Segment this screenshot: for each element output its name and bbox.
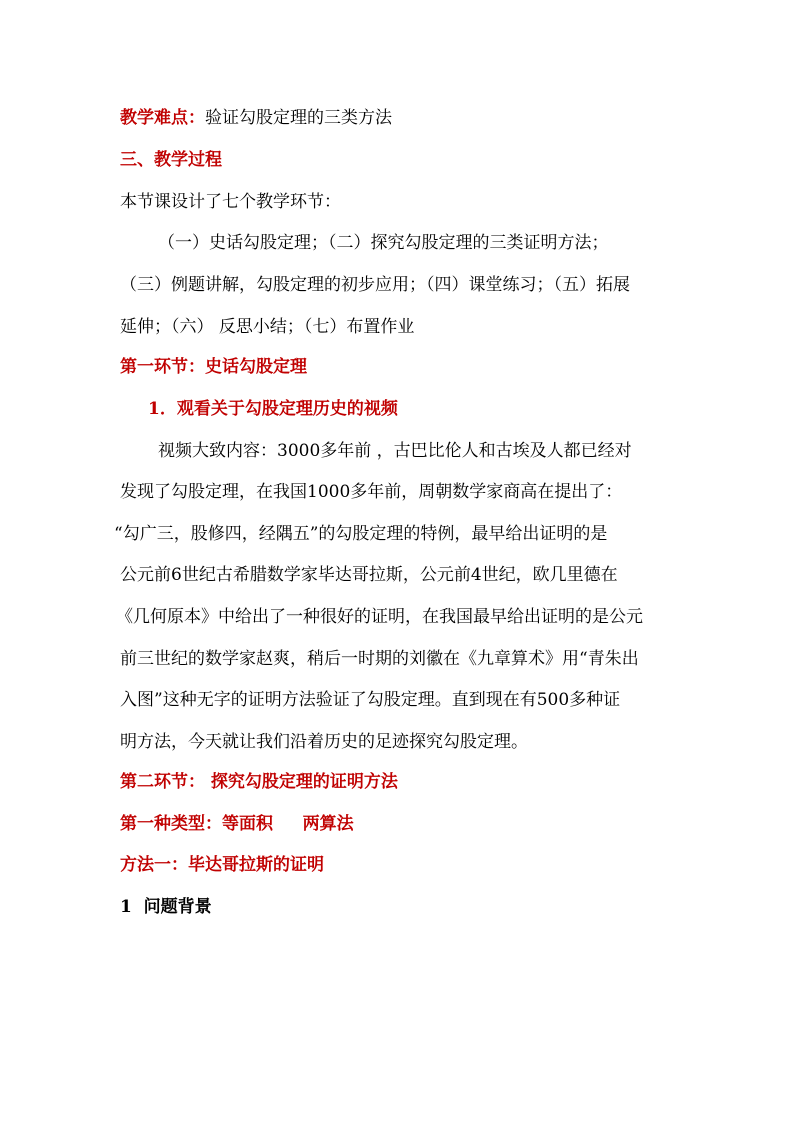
stage2-heading: 第二环节： 探究勾股定理的证明方法 — [120, 772, 398, 792]
type1-heading: 第一种类型：等面积 两算法 — [120, 814, 354, 834]
video-paragraph-line-5: 《几何原本》中给出了一种很好的证明，在我国最早给出证明的是公元 — [116, 607, 643, 627]
video-paragraph-line-7: 入图”这种无字的证明方法验证了勾股定理。直到现在有500多种证 — [120, 690, 621, 710]
video-paragraph-line-2: 发现了勾股定理，在我国1000多年前，周朝数学家商高在提出了： — [120, 482, 623, 502]
video-paragraph-line-1: 视频大致内容：3000多年前 ，古巴比伦人和古埃及人都已经对 — [158, 441, 632, 461]
video-paragraph-line-4: 公元前6世纪古希腊数学家毕达哥拉斯，公元前4世纪，欧几里德在 — [120, 565, 618, 585]
method1-heading: 方法一：毕达哥拉斯的证明 — [120, 855, 324, 875]
difficulty-label: 教学难点： — [120, 108, 205, 128]
section3-heading: 三、教学过程 — [120, 150, 222, 170]
video-paragraph-line-3: “勾广三，股修四，经隅五”的勾股定理的特例，最早给出证明的是 — [114, 524, 608, 544]
stage1-heading: 第一环节：史话勾股定理 — [120, 357, 307, 377]
difficulty-line — [120, 107, 392, 129]
stage1-subheading: 1．观看关于勾股定理历史的视频 — [148, 399, 398, 419]
difficulty-text: 验证勾股定理的三类方法 — [205, 108, 392, 128]
problem-background-heading: 1 问题背景 — [120, 897, 212, 917]
video-paragraph-line-8: 明方法，今天就让我们沿着历史的足迹探究勾股定理。 — [120, 732, 528, 752]
links-line-3: 延伸；（六） 反思小结；（七）布置作业 — [120, 317, 415, 337]
intro-line: 本节课设计了七个教学环节： — [120, 192, 341, 212]
video-paragraph-line-6: 前三世纪的数学家赵爽，稍后一时期的刘徽在《九章算术》用“青朱出 — [120, 649, 639, 669]
links-line-2: （三）例题讲解，勾股定理的初步应用；（四）课堂练习；（五）拓展 — [120, 275, 630, 295]
links-line-1: （一）史话勾股定理；（二）探究勾股定理的三类证明方法； — [158, 233, 609, 253]
